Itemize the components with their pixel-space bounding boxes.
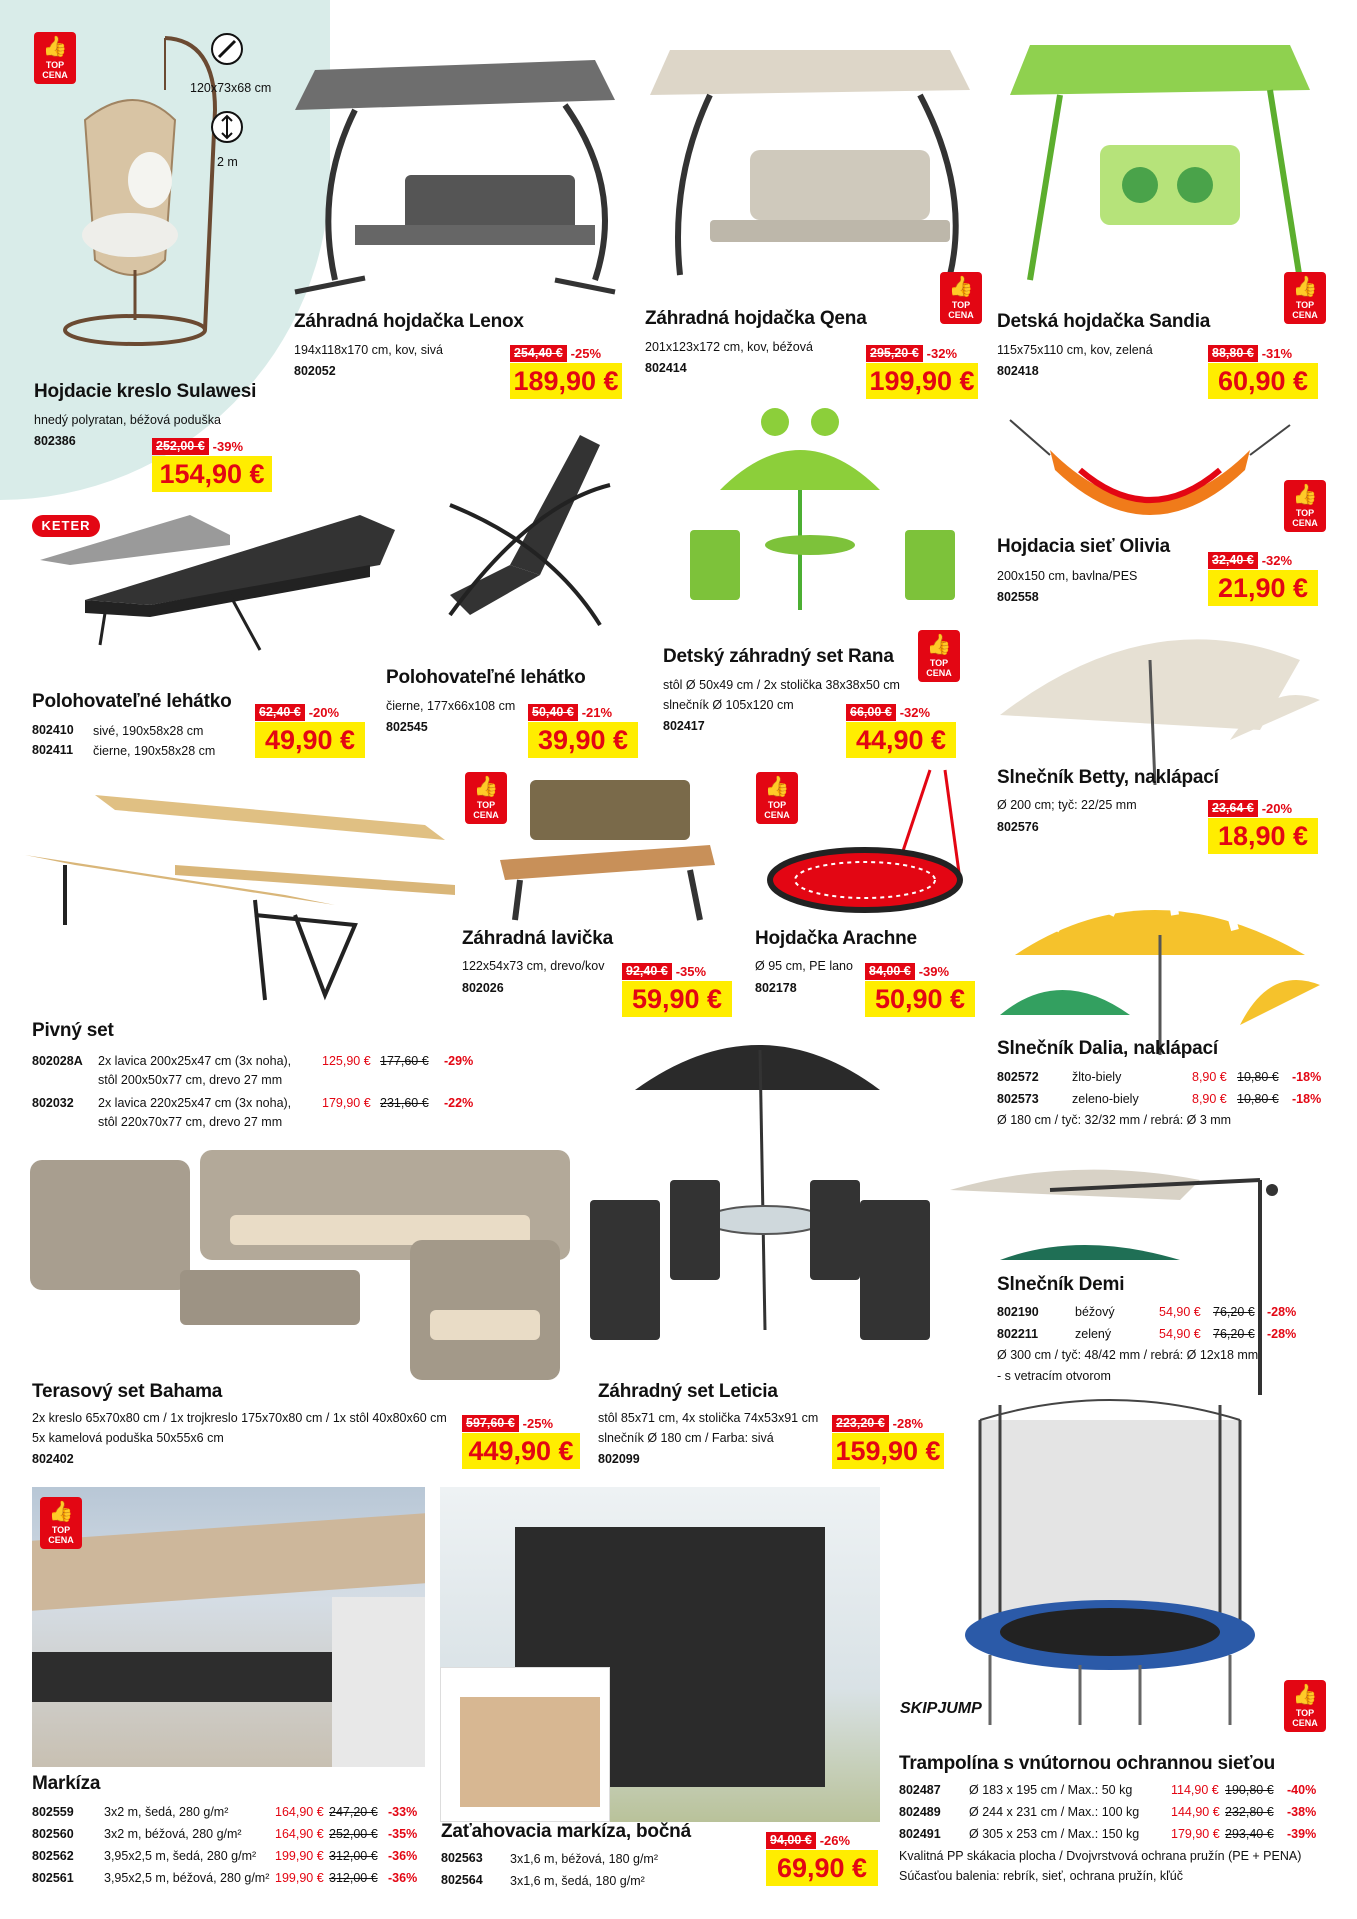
top-price-badge: 👍 TOP CENA	[40, 1497, 82, 1549]
old-price: 295,20 €	[866, 345, 923, 362]
thumbs-up-icon: 👍	[1292, 484, 1318, 506]
variant-code: 802489	[899, 1805, 941, 1819]
variant-old-price: 252,00 €	[329, 1827, 378, 1841]
old-price: 88,80 €	[1208, 345, 1258, 362]
product-code: 802558	[997, 590, 1039, 604]
variant-discount: -18%	[1292, 1092, 1322, 1106]
variant-code: 802573	[997, 1092, 1039, 1106]
variant-old-price: 10,80 €	[1237, 1070, 1279, 1084]
product-code: 802099	[598, 1452, 640, 1466]
discount: -28%	[889, 1415, 927, 1432]
lounger-image	[30, 505, 370, 655]
variant-desc: 2x lavica 220x25x47 cm (3x noha),	[98, 1096, 292, 1110]
product-desc: 3x1,6 m, béžová, 180 g/m²	[510, 1852, 658, 1866]
old-price: 92,40 €	[622, 963, 672, 980]
hammock-image	[1000, 410, 1300, 530]
product-code: 802386	[34, 434, 76, 448]
product-desc: sivé, 190x58x28 cm	[93, 724, 204, 738]
product-desc: slnečník Ø 180 cm / Farba: sivá	[598, 1431, 774, 1445]
product-title: Polohovateľné lehátko	[32, 691, 232, 712]
thumbs-up-icon: 👍	[1292, 1684, 1318, 1706]
old-price: 50,40 €	[528, 704, 578, 721]
product-desc: 194x118x170 cm, kov, sivá	[294, 343, 443, 357]
product-title: Hojdačka Arachne	[755, 928, 917, 949]
skipjump-logo: SKIPJUMP	[900, 1700, 982, 1717]
product-code: 802576	[997, 820, 1039, 834]
variant-price: 199,90 €	[275, 1871, 324, 1885]
nest-swing-image	[765, 770, 985, 920]
side-awning-photo	[440, 1487, 880, 1822]
discount: -32%	[1258, 552, 1296, 569]
variant-code: 802572	[997, 1070, 1039, 1084]
variant-code: 802211	[997, 1327, 1039, 1341]
thumbs-up-icon: 👍	[42, 36, 68, 58]
old-price: 66,00 €	[846, 704, 896, 721]
new-price: 59,90 €	[622, 981, 732, 1017]
product-code: 802026	[462, 981, 504, 995]
variant-discount: -38%	[1287, 1805, 1317, 1819]
product-code: 802052	[294, 364, 336, 378]
height-label: 2 m	[217, 155, 238, 169]
product-desc: 122x54x73 cm, drevo/kov	[462, 959, 605, 973]
old-price-box	[510, 345, 605, 362]
old-price-box	[152, 438, 247, 455]
top-price-badge: 👍 TOP CENA	[1284, 1680, 1326, 1732]
old-price-box	[255, 704, 343, 721]
product-code: 802564	[441, 1873, 483, 1887]
variant-price: 8,90 €	[1192, 1070, 1227, 1084]
old-price-box	[846, 704, 934, 721]
top-price-badge: 👍 TOP CENA	[465, 772, 507, 824]
variant-price: 179,90 €	[1171, 1827, 1220, 1841]
variant-desc: 3x2 m, béžová, 280 g/m²	[104, 1827, 242, 1841]
variant-discount: -22%	[444, 1096, 474, 1110]
discount: -39%	[209, 438, 247, 455]
discount: -26%	[816, 1832, 854, 1849]
variant-discount: -28%	[1267, 1327, 1297, 1341]
top-price-badge: 👍 TOP CENA	[918, 630, 960, 682]
swing-qena-image	[650, 40, 980, 280]
thumbs-up-icon: 👍	[764, 776, 790, 798]
product-desc: hnedý polyratan, béžová poduška	[34, 413, 221, 427]
new-price: 39,90 €	[528, 722, 638, 758]
product-desc: Ø 180 cm / tyč: 32/32 mm / rebrá: Ø 3 mm	[997, 1113, 1232, 1127]
variant-old-price: 312,00 €	[329, 1849, 378, 1863]
old-price: 62,40 €	[255, 704, 305, 721]
product-title: Polohovateľné lehátko	[386, 667, 586, 688]
discount: -32%	[896, 704, 934, 721]
old-price: 94,00 €	[766, 1832, 816, 1849]
old-price-box	[622, 963, 710, 980]
new-price: 18,90 €	[1208, 818, 1318, 854]
product-title: Záhradný set Leticia	[598, 1381, 778, 1402]
product-code: 802411	[32, 743, 74, 757]
variant-desc: zeleno-biely	[1072, 1092, 1139, 1106]
product-desc: 5x kamelová poduška 50x55x6 cm	[32, 1431, 224, 1445]
new-price: 449,90 €	[462, 1433, 580, 1469]
product-code: 802545	[386, 720, 428, 734]
product-title: Trampolína s vnútornou ochrannou sieťou	[899, 1753, 1276, 1774]
variant-discount: -36%	[388, 1871, 418, 1885]
product-title: Hojdacie kreslo Sulawesi	[34, 381, 257, 402]
swing-sandia-image	[1010, 35, 1320, 285]
umbrella-dalia-image	[1000, 875, 1330, 1060]
product-desc: Súčasťou balenia: rebrík, sieť, ochrana pružín, kľúč	[899, 1869, 1184, 1883]
product-desc: 200x150 cm, bavlna/PES	[997, 569, 1138, 583]
old-price-box	[766, 1832, 854, 1849]
variant-price: 199,90 €	[275, 1849, 324, 1863]
thumbs-up-icon: 👍	[473, 776, 499, 798]
product-title: Detský záhradný set Rana	[663, 646, 894, 667]
height-icon	[210, 110, 244, 144]
old-price-box	[462, 1415, 557, 1432]
discount: -31%	[1258, 345, 1296, 362]
product-title: Terasový set Bahama	[32, 1381, 223, 1402]
new-price: 199,90 €	[866, 363, 978, 399]
variant-code: 802491	[899, 1827, 941, 1841]
variant-old-price: 76,20 €	[1213, 1327, 1255, 1341]
variant-discount: -35%	[388, 1827, 418, 1841]
variant-code: 802562	[32, 1849, 74, 1863]
discount: -25%	[519, 1415, 557, 1432]
product-title: Markíza	[32, 1773, 101, 1794]
variant-desc: žlto-biely	[1072, 1070, 1122, 1084]
product-desc: 115x75x110 cm, kov, zelená	[997, 343, 1153, 357]
variant-desc: Ø 305 x 253 cm / Max.: 150 kg	[969, 1827, 1140, 1841]
old-price: 252,00 €	[152, 438, 209, 455]
awning-photo	[32, 1487, 425, 1767]
product-title: Zaťahovacia markíza, bočná	[441, 1821, 691, 1842]
product-desc: stôl 85x71 cm, 4x stolička 74x53x91 cm	[598, 1411, 819, 1425]
new-price: 159,90 €	[832, 1433, 944, 1469]
umbrella-betty-image	[1000, 620, 1320, 790]
variant-desc: Ø 244 x 231 cm / Max.: 100 kg	[969, 1805, 1140, 1819]
variant-old-price: 293,40 €	[1225, 1827, 1274, 1841]
variant-price: 114,90 €	[1171, 1783, 1219, 1797]
thumbs-up-icon: 👍	[48, 1501, 74, 1523]
product-code: 802563	[441, 1851, 483, 1865]
product-code: 802414	[645, 361, 687, 375]
variant-old-price: 232,80 €	[1225, 1805, 1274, 1819]
product-title: Slnečník Dalia, naklápací	[997, 1038, 1218, 1059]
product-title: Slnečník Demi	[997, 1274, 1125, 1295]
product-desc: Ø 95 cm, PE lano	[755, 959, 853, 973]
variant-price: 54,90 €	[1159, 1305, 1201, 1319]
variant-discount: -40%	[1287, 1783, 1317, 1797]
thumbs-up-icon: 👍	[948, 276, 974, 298]
product-desc: 201x123x172 cm, kov, béžová	[645, 340, 813, 354]
product-title: Záhradná lavička	[462, 928, 613, 949]
variant-code: 802190	[997, 1305, 1039, 1319]
new-price: 189,90 €	[510, 363, 622, 399]
variant-discount: -39%	[1287, 1827, 1317, 1841]
variant-old-price: 231,60 €	[380, 1096, 429, 1110]
variant-desc: 3,95x2,5 m, béžová, 280 g/m²	[104, 1871, 270, 1885]
variant-old-price: 247,20 €	[329, 1805, 378, 1819]
old-price: 32,40 €	[1208, 552, 1258, 569]
discount: -39%	[915, 963, 953, 980]
variant-old-price: 312,00 €	[329, 1871, 378, 1885]
top-price-badge: 👍 TOP CENA	[1284, 480, 1326, 532]
variant-desc: stôl 220x70x77 cm, drevo 27 mm	[98, 1115, 283, 1129]
product-title: Záhradná hojdačka Qena	[645, 308, 867, 329]
keter-logo: KETER	[32, 515, 100, 537]
product-code: 802418	[997, 364, 1039, 378]
variant-price: 8,90 €	[1192, 1092, 1227, 1106]
variant-desc: stôl 200x50x77 cm, drevo 27 mm	[98, 1073, 283, 1087]
old-price: 84,00 €	[865, 963, 915, 980]
old-price-box	[1208, 552, 1296, 569]
variant-old-price: 10,80 €	[1237, 1092, 1279, 1106]
hanging-chair-image	[55, 30, 215, 350]
new-price: 154,90 €	[152, 456, 272, 492]
variant-discount: -28%	[1267, 1305, 1297, 1319]
old-price-box	[866, 345, 961, 362]
variant-desc: zelený	[1075, 1327, 1112, 1341]
thumbs-up-icon: 👍	[926, 634, 952, 656]
product-code: 802402	[32, 1452, 74, 1466]
product-desc: slnečník Ø 105x120 cm	[663, 698, 794, 712]
product-title: Detská hojdačka Sandia	[997, 311, 1211, 332]
product-desc: Kvalitná PP skákacia plocha / Dvojvrstvová ochrana pružín (PE + PENA)	[899, 1849, 1302, 1863]
variant-desc: Ø 183 x 195 cm / Max.: 50 kg	[969, 1783, 1133, 1797]
old-price-box	[528, 704, 616, 721]
variant-desc: 3x2 m, šedá, 280 g/m²	[104, 1805, 229, 1819]
product-desc: 2x kreslo 65x70x80 cm / 1x trojkreslo 175x70x80 cm / 1x stôl 40x80x60 cm	[32, 1411, 447, 1425]
thumbs-up-icon: 👍	[1292, 276, 1318, 298]
kids-set-image	[680, 400, 980, 620]
product-desc: čierne, 190x58x28 cm	[93, 744, 216, 758]
dimensions-icon	[210, 32, 244, 66]
variant-code: 802559	[32, 1805, 74, 1819]
discount: -21%	[578, 704, 616, 721]
variant-price: 164,90 €	[275, 1827, 324, 1841]
old-price-box	[1208, 345, 1296, 362]
product-desc: Ø 300 cm / tyč: 48/42 mm / rebrá: Ø 12x18 mm	[997, 1348, 1259, 1362]
terrace-set-image	[30, 1150, 575, 1390]
variant-old-price: 76,20 €	[1213, 1305, 1255, 1319]
variant-code: 802560	[32, 1827, 74, 1841]
new-price: 44,90 €	[846, 722, 956, 758]
variant-price: 179,90 €	[322, 1096, 371, 1110]
bench-image	[490, 770, 730, 930]
variant-discount: -18%	[1292, 1070, 1322, 1084]
garden-set-leticia-image	[590, 1030, 950, 1375]
discount: -20%	[305, 704, 343, 721]
product-code: 802417	[663, 719, 705, 733]
discount: -25%	[567, 345, 605, 362]
old-price-box	[832, 1415, 927, 1432]
variant-price: 54,90 €	[1159, 1327, 1201, 1341]
discount: -32%	[923, 345, 961, 362]
top-price-badge: 👍 TOP CENA	[1284, 272, 1326, 324]
new-price: 60,90 €	[1208, 363, 1318, 399]
variant-code: 802028A	[32, 1054, 83, 1068]
new-price: 50,90 €	[865, 981, 975, 1017]
top-price-badge: 👍 TOP CENA	[940, 272, 982, 324]
product-code: 802410	[32, 723, 74, 737]
product-desc: 3x1,6 m, šedá, 180 g/m²	[510, 1874, 645, 1888]
product-desc: čierne, 177x66x108 cm	[386, 699, 516, 713]
product-title: Hojdacia sieť Olivia	[997, 536, 1171, 557]
variant-price: 164,90 €	[275, 1805, 324, 1819]
old-price-box	[1208, 800, 1296, 817]
old-price: 254,40 €	[510, 345, 567, 362]
product-title: Slnečník Betty, naklápací	[997, 767, 1219, 788]
variant-desc: 3,95x2,5 m, šedá, 280 g/m²	[104, 1849, 257, 1863]
variant-discount: -29%	[444, 1054, 474, 1068]
zero-gravity-chair-image	[410, 425, 620, 655]
variant-old-price: 177,60 €	[380, 1054, 429, 1068]
discount: -20%	[1258, 800, 1296, 817]
trampoline-image	[960, 1400, 1260, 1730]
product-code: 802178	[755, 981, 797, 995]
product-title: Záhradná hojdačka Lenox	[294, 311, 524, 332]
top-price-badge: 👍 TOP CENA	[756, 772, 798, 824]
variant-code: 802487	[899, 1783, 941, 1797]
product-desc: stôl Ø 50x49 cm / 2x stolička 38x38x50 cm	[663, 678, 900, 692]
old-price: 223,20 €	[832, 1415, 889, 1432]
old-price: 23,64 €	[1208, 800, 1258, 817]
product-title: Pivný set	[32, 1020, 114, 1041]
variant-code: 802561	[32, 1871, 74, 1885]
new-price: 69,90 €	[766, 1850, 878, 1886]
new-price: 21,90 €	[1208, 570, 1318, 606]
variant-old-price: 190,80 €	[1225, 1783, 1274, 1797]
variant-price: 125,90 €	[322, 1054, 371, 1068]
top-price-badge: 👍 TOP CENA	[34, 32, 76, 84]
variant-discount: -33%	[388, 1805, 418, 1819]
variant-desc: béžový	[1075, 1305, 1115, 1319]
product-desc: - s vetracím otvorom	[997, 1369, 1111, 1383]
discount: -35%	[672, 963, 710, 980]
product-desc: Ø 200 cm; tyč: 22/25 mm	[997, 798, 1137, 812]
variant-discount: -36%	[388, 1849, 418, 1863]
variant-code: 802032	[32, 1096, 74, 1110]
dimensions-label: 120x73x68 cm	[190, 81, 272, 95]
swing-lenox-image	[295, 30, 625, 300]
new-price: 49,90 €	[255, 722, 365, 758]
variant-price: 144,90 €	[1171, 1805, 1220, 1819]
beer-set-image	[25, 785, 460, 1025]
old-price: 597,60 €	[462, 1415, 519, 1432]
variant-desc: 2x lavica 200x25x47 cm (3x noha),	[98, 1054, 292, 1068]
old-price-box	[865, 963, 953, 980]
